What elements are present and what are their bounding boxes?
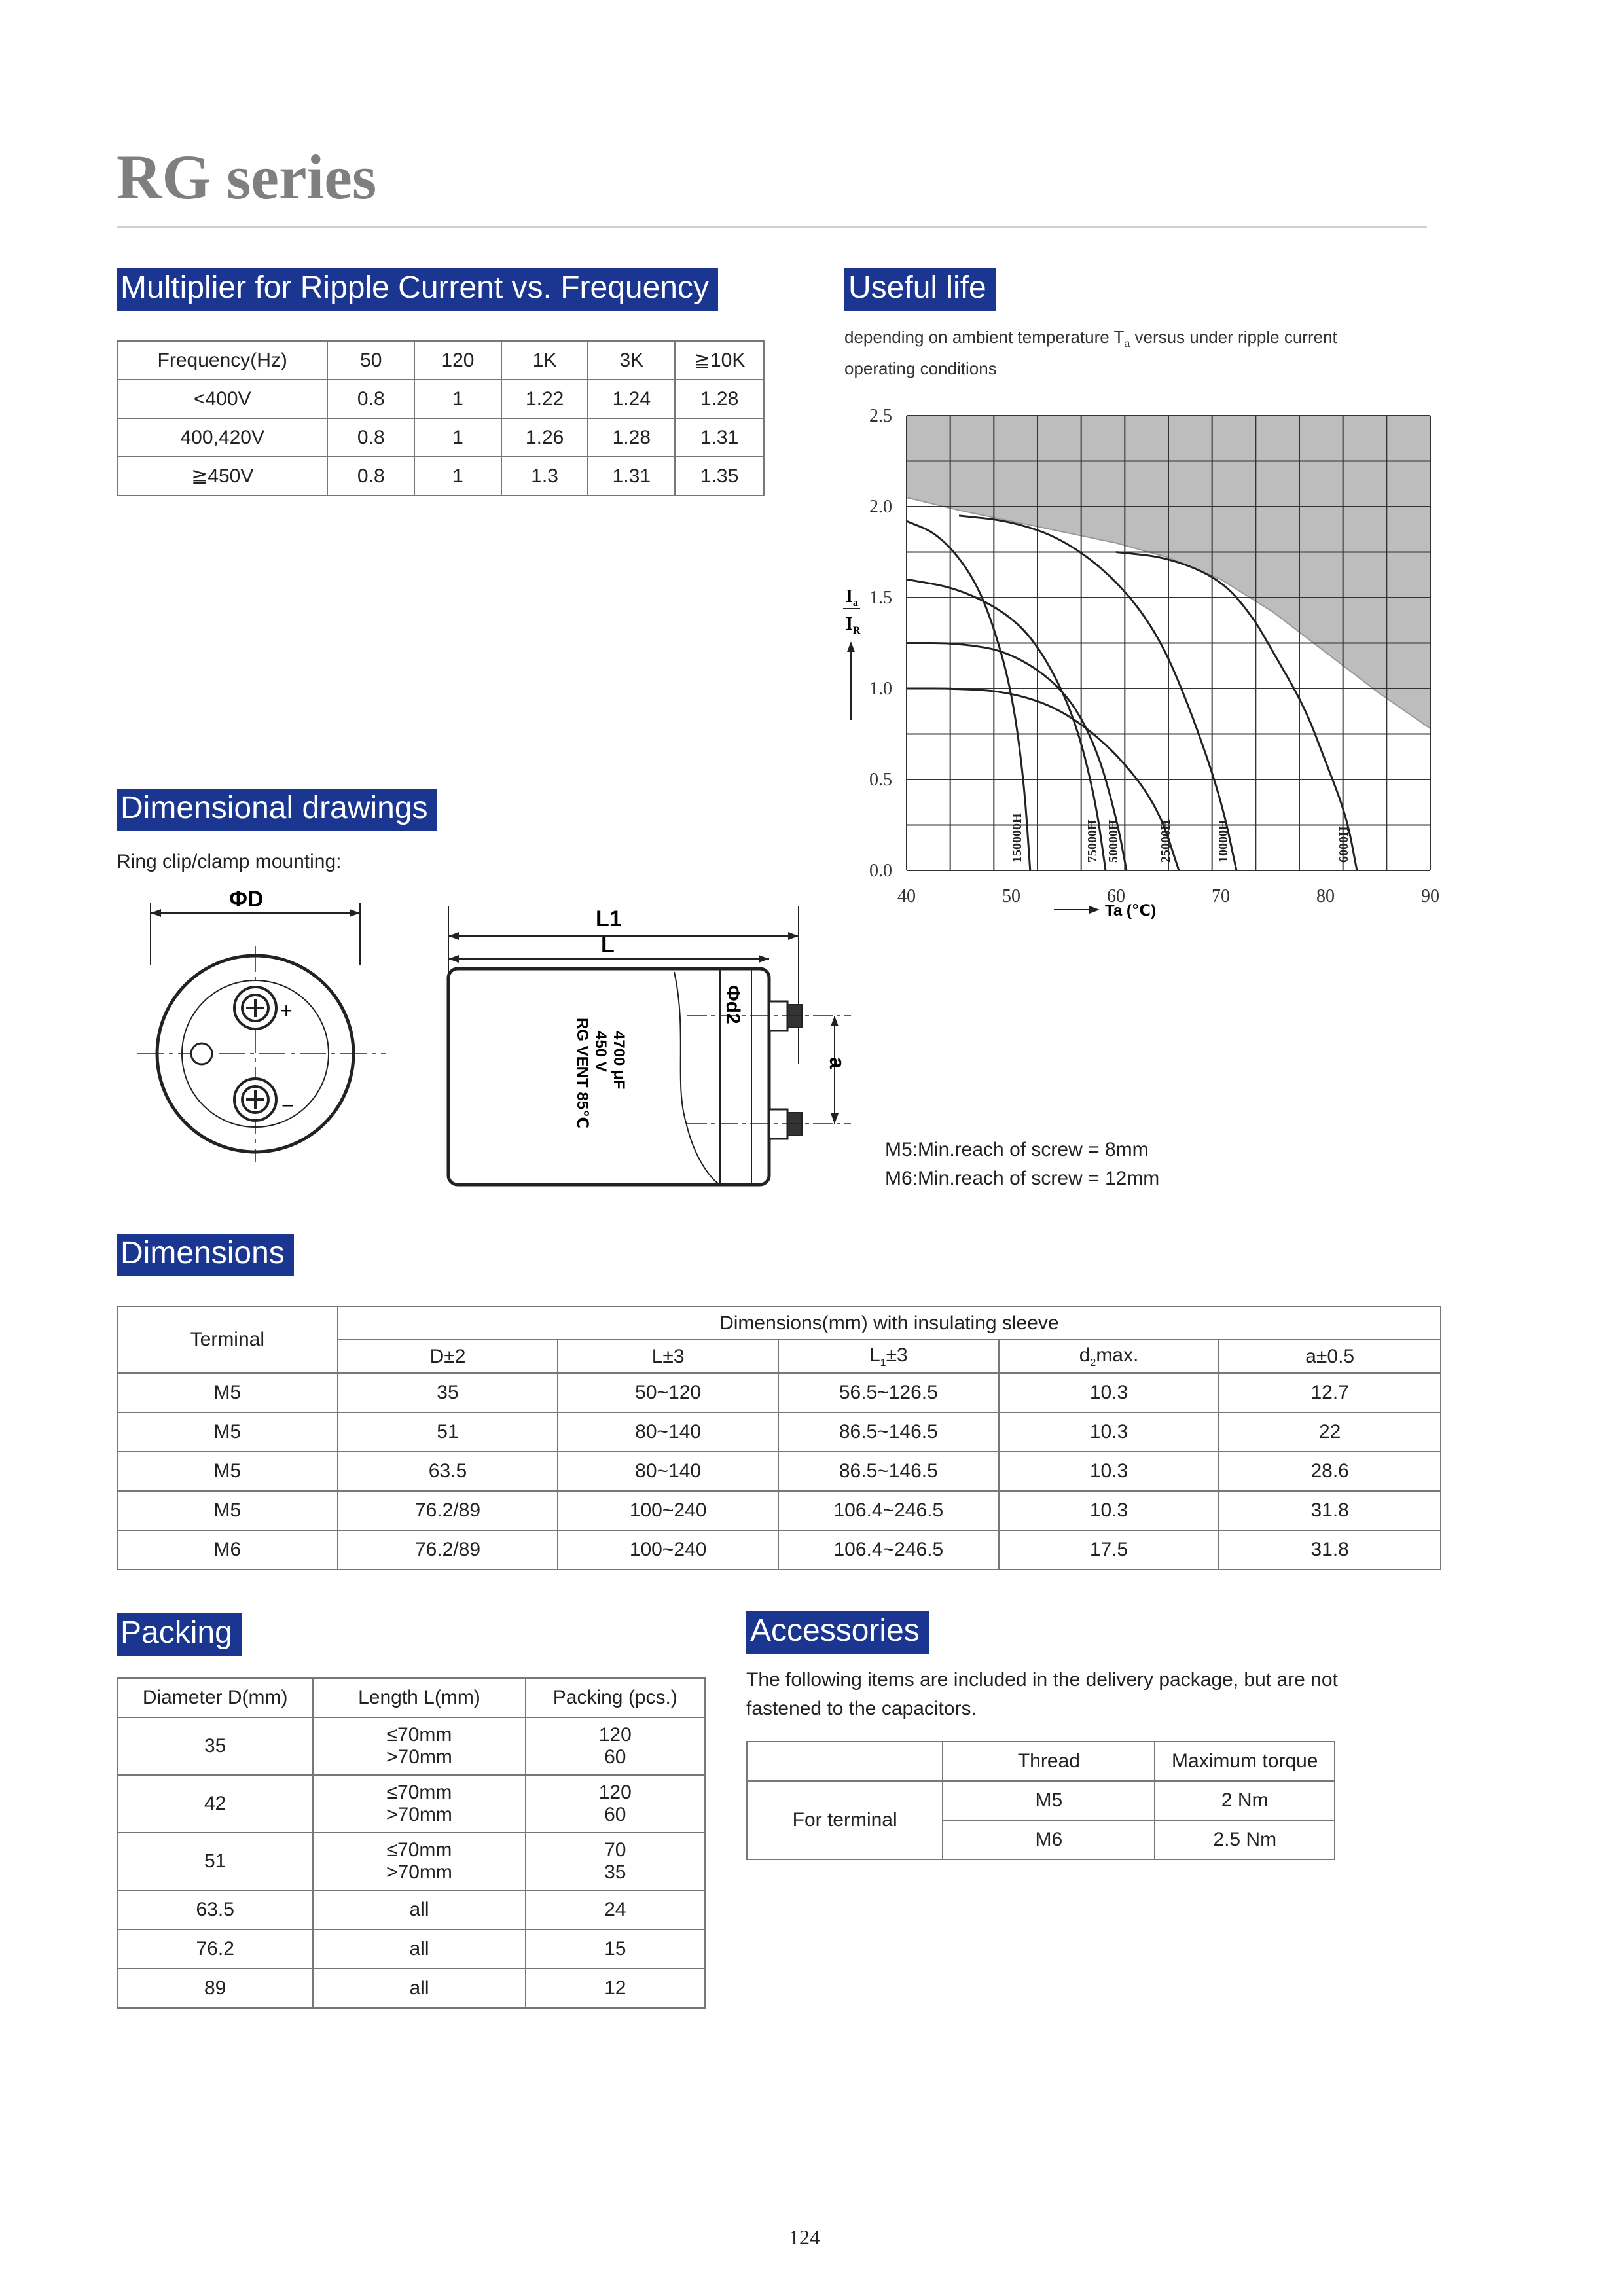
l1-label: L1 [596, 906, 622, 931]
ripple-header-cell: ≧10K [675, 341, 764, 380]
a-label: a [825, 1057, 849, 1069]
series-label: 50000H [1106, 819, 1121, 863]
table-row [117, 1491, 1441, 1530]
table-cell: 80~140 [558, 1412, 778, 1452]
table-cell: 76.2/89 [338, 1491, 558, 1530]
series-label: 10000H [1216, 819, 1231, 863]
dimensions-heading: Dimensions [117, 1234, 294, 1276]
table-cell: 2 Nm [1155, 1781, 1335, 1820]
table-cell: 1 [414, 380, 501, 418]
table-row [117, 1452, 1441, 1491]
ripple-header-cell: 3K [588, 341, 675, 380]
table-cell: 1.28 [588, 418, 675, 457]
table-cell: 0.8 [327, 418, 414, 457]
y-axis-arrowhead [847, 641, 855, 652]
y-tick-label: 2.5 [869, 406, 892, 426]
arrowhead [448, 932, 459, 940]
table-cell: 51 [338, 1412, 558, 1452]
accessories-heading: Accessories [746, 1611, 929, 1654]
table-cell: 31.8 [1219, 1530, 1441, 1570]
table-row [117, 418, 764, 457]
table-row [117, 1717, 705, 1775]
series-label: 75000H [1085, 819, 1100, 863]
table-cell: ≤70mm >70mm [313, 1833, 525, 1890]
table-cell: 1.24 [588, 380, 675, 418]
table-cell: M6 [943, 1820, 1155, 1859]
y-tick-label: 0.0 [869, 861, 892, 881]
table-cell: 86.5~146.5 [778, 1412, 999, 1452]
minus-label: − [281, 1094, 294, 1117]
table-cell: 24 [526, 1890, 705, 1929]
table-cell: 100~240 [558, 1530, 778, 1570]
desc-text: versus under ripple current [1130, 327, 1337, 347]
vent-hole [191, 1043, 212, 1064]
table-cell: 1 [414, 418, 501, 457]
table-cell: 106.4~246.5 [778, 1491, 999, 1530]
table-cell: M5 [943, 1781, 1155, 1820]
accessories-header-cell [747, 1742, 943, 1781]
table-cell: 2.5 Nm [1155, 1820, 1335, 1859]
series-label: 6000H [1337, 826, 1351, 863]
page-number: 124 [789, 2225, 820, 2249]
mounting-label: Ring clip/clamp mounting: [117, 851, 342, 872]
packing-header-cell: Packing (pcs.) [526, 1678, 705, 1717]
arrowhead [831, 1113, 839, 1124]
x-tick-label: 70 [1212, 886, 1230, 906]
table-cell: 28.6 [1219, 1452, 1441, 1491]
ripple-header-cell: 1K [501, 341, 588, 380]
table-cell: 1.31 [588, 457, 675, 495]
packing-heading: Packing [117, 1613, 242, 1656]
table-cell: M6 [117, 1530, 338, 1570]
y-tick-label: 1.5 [869, 588, 892, 608]
table-cell: 1.3 [501, 457, 588, 495]
brand-marking: RG VENT 85℃ [573, 1018, 591, 1129]
table-cell: 0.8 [327, 380, 414, 418]
table-row [117, 1929, 705, 1969]
table-cell: ≤70mm >70mm [313, 1775, 525, 1833]
dimensions-group-header: Dimensions(mm) with insulating sleeve [338, 1306, 1441, 1340]
packing-header-cell: Diameter D(mm) [117, 1678, 313, 1717]
table-cell: 42 [117, 1775, 313, 1833]
capacitance-marking: 4700 μF [610, 1031, 628, 1090]
x-axis-arrowhead [1089, 906, 1100, 914]
table-cell: M5 [117, 1491, 338, 1530]
table-cell: 1.35 [675, 457, 764, 495]
col-header: L±3 [558, 1340, 778, 1373]
table-cell: 56.5~126.5 [778, 1373, 999, 1412]
table-cell: 35 [117, 1717, 313, 1775]
table-row [117, 1373, 1441, 1412]
x-axis-label: Ta (℃) [1105, 902, 1156, 920]
table-cell: <400V [117, 380, 327, 418]
useful-life-heading: Useful life [844, 268, 996, 311]
table-cell: M5 [117, 1373, 338, 1412]
table-row [117, 1890, 705, 1929]
table-cell: M5 [117, 1412, 338, 1452]
table-cell: all [313, 1969, 525, 2008]
table-cell: 106.4~246.5 [778, 1530, 999, 1570]
x-tick-label: 50 [1002, 886, 1020, 906]
accessories-header-cell: Maximum torque [1155, 1742, 1335, 1781]
table-cell: 10.3 [999, 1491, 1219, 1530]
title-divider [117, 226, 1427, 228]
table-row [117, 1969, 705, 2008]
y-axis-label-num: $I_a$ [846, 586, 858, 609]
table-cell: 1.31 [675, 418, 764, 457]
useful-life-description-line2: operating conditions [844, 359, 997, 378]
col-header: a±0.5 [1219, 1340, 1441, 1373]
drawings-heading: Dimensional drawings [117, 789, 437, 831]
table-cell: 89 [117, 1969, 313, 2008]
series-label: 25000H [1159, 819, 1173, 863]
col-header: $d_2\max$. [999, 1340, 1219, 1373]
col-header: $L_1\pm 3$ [778, 1340, 999, 1373]
packing-table [117, 1677, 706, 2009]
x-tick-label: 90 [1421, 886, 1439, 906]
table-cell: 1.28 [675, 380, 764, 418]
arrowhead [448, 955, 459, 963]
table-cell: 63.5 [117, 1890, 313, 1929]
ripple-heading: Multiplier for Ripple Current vs. Frequency [117, 268, 718, 311]
terminal-header: Terminal [117, 1306, 338, 1373]
table-row [117, 1775, 705, 1833]
table-cell: 86.5~146.5 [778, 1452, 999, 1491]
table-cell: all [313, 1929, 525, 1969]
arrowhead [788, 932, 799, 940]
table-cell: For terminal [747, 1781, 943, 1859]
accessories-header-row [747, 1742, 1335, 1781]
table-row [117, 1530, 1441, 1570]
y-tick-label: 2.0 [869, 497, 892, 517]
accessories-header-cell: Thread [943, 1742, 1155, 1781]
arrowhead [350, 909, 360, 917]
ripple-header-row [117, 341, 764, 380]
series-label: 150000H [1009, 813, 1024, 863]
packing-header-row [117, 1678, 705, 1717]
table-cell: all [313, 1890, 525, 1929]
table-cell: 12 [526, 1969, 705, 2008]
series-line [907, 579, 1106, 870]
table-cell: 35 [338, 1373, 558, 1412]
accessories-text: The following items are included in the delivery package, but are not [746, 1669, 1338, 1691]
table-cell: 76.2 [117, 1929, 313, 1969]
dimensions-table [117, 1306, 1441, 1570]
plus-label: + [280, 999, 293, 1022]
table-cell: 70 35 [526, 1833, 705, 1890]
table-cell: ≧450V [117, 457, 327, 495]
screw-note-m5: M5:Min.reach of screw = 8mm [885, 1139, 1149, 1160]
accessories-table [746, 1741, 1335, 1860]
arrowhead [151, 909, 161, 917]
table-row [117, 1833, 705, 1890]
desc-text: depending on ambient temperature T [844, 327, 1125, 347]
table-cell: 10.3 [999, 1452, 1219, 1491]
arrowhead [759, 955, 769, 963]
table-cell: 400,420V [117, 418, 327, 457]
dimensions-header-row [117, 1306, 1441, 1340]
ripple-header-cell: 120 [414, 341, 501, 380]
table-cell: 1.26 [501, 418, 588, 457]
ripple-table [117, 340, 765, 496]
table-cell: 17.5 [999, 1530, 1219, 1570]
table-cell: ≤70mm >70mm [313, 1717, 525, 1775]
table-cell: 22 [1219, 1412, 1441, 1452]
voltage-marking: 450 V [592, 1031, 609, 1072]
front-view-drawing [137, 887, 399, 1201]
table-cell: 10.3 [999, 1412, 1219, 1452]
table-row [117, 457, 764, 495]
y-tick-label: 0.5 [869, 770, 892, 790]
x-tick-label: 60 [1107, 886, 1125, 906]
table-cell: 50~120 [558, 1373, 778, 1412]
col-header: D±2 [338, 1340, 558, 1373]
table-cell: 100~240 [558, 1491, 778, 1530]
table-cell: 12.7 [1219, 1373, 1441, 1412]
table-cell: 51 [117, 1833, 313, 1890]
table-cell: 63.5 [338, 1452, 558, 1491]
table-cell: 31.8 [1219, 1491, 1441, 1530]
page-title: RG series [117, 142, 377, 212]
table-cell: M5 [117, 1452, 338, 1491]
l-label: L [601, 933, 615, 958]
screw-note-m6: M6:Min.reach of screw = 12mm [885, 1168, 1160, 1189]
x-tick-label: 40 [897, 886, 916, 906]
table-row [117, 1412, 1441, 1452]
table-cell: 10.3 [999, 1373, 1219, 1412]
table-cell: 15 [526, 1929, 705, 1969]
table-cell: 1 [414, 457, 501, 495]
y-axis-label-den: $I_R$ [846, 614, 861, 636]
useful-life-description [844, 327, 1337, 350]
phi-d2-label: Φd2 [722, 985, 744, 1024]
table-cell: 80~140 [558, 1452, 778, 1491]
table-cell: 120 60 [526, 1717, 705, 1775]
table-row [117, 380, 764, 418]
table-cell: 1.22 [501, 380, 588, 418]
packing-header-cell: Length L(mm) [313, 1678, 525, 1717]
ripple-header-cell: Frequency(Hz) [117, 341, 327, 380]
useful-life-chart [831, 393, 1447, 923]
accessories-text-line2: fastened to the capacitors. [746, 1698, 977, 1719]
phi-d-label: ΦD [229, 887, 264, 912]
side-view-drawing [439, 887, 864, 1201]
arrowhead [831, 1016, 839, 1026]
table-cell: 0.8 [327, 457, 414, 495]
y-tick-label: 1.0 [869, 679, 892, 699]
x-tick-label: 80 [1316, 886, 1335, 906]
desc-sub: a [1124, 338, 1130, 350]
table-row [747, 1781, 1335, 1820]
table-cell: 76.2/89 [338, 1530, 558, 1570]
table-cell: 120 60 [526, 1775, 705, 1833]
ripple-header-cell: 50 [327, 341, 414, 380]
